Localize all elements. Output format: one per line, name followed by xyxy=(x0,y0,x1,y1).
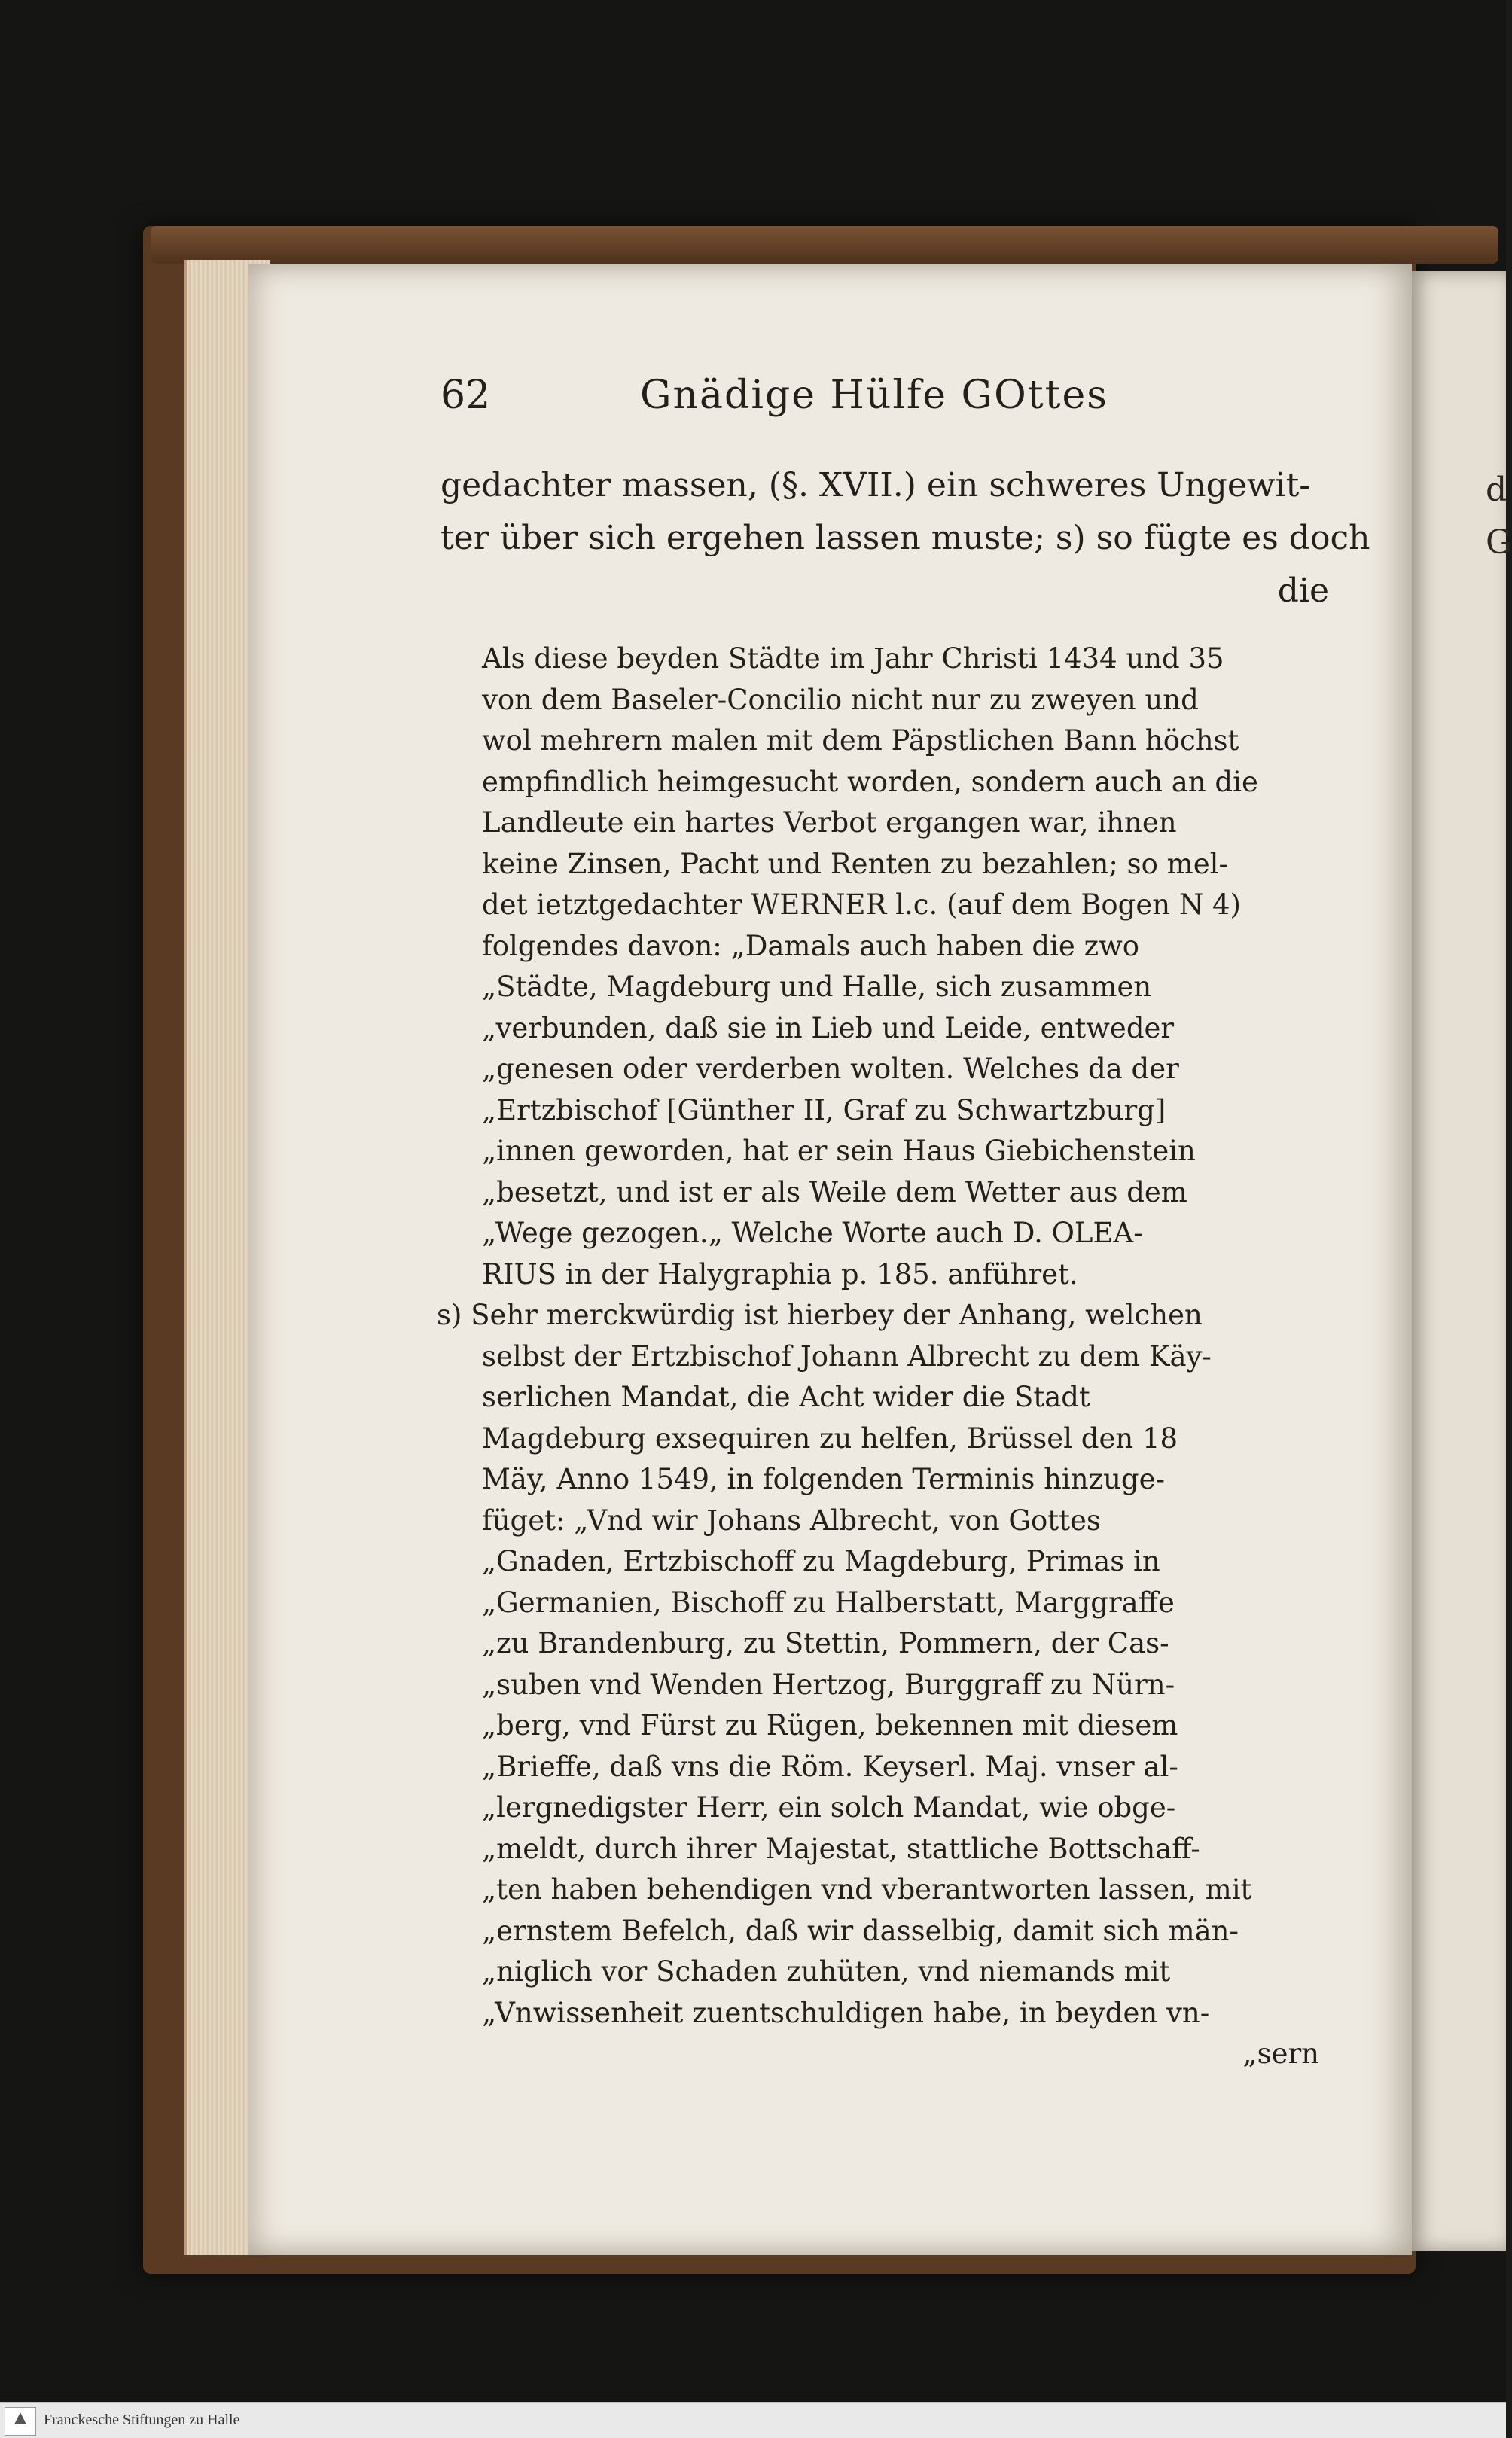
note-line: füget: „Vnd wir Johans Albrecht, von Gottes xyxy=(482,1504,1101,1537)
note-line: „Gnaden, Ertzbischoff zu Magdeburg, Primas in xyxy=(482,1545,1160,1577)
note-line: Mäy, Anno 1549, in folgenden Terminis hinzuge- xyxy=(482,1463,1165,1495)
note-text: Sehr merckwürdig ist hierbey der Anhang, welchen xyxy=(471,1299,1203,1331)
note-line: Magdeburg exsequiren zu helfen, Brüssel den 18 xyxy=(482,1422,1178,1455)
note-line: „Ertzbischof [Günther II, Graf zu Schwartzburg] xyxy=(482,1093,1166,1126)
note-line: „besetzt, und ist er als Weile dem Wetter aus dem xyxy=(482,1175,1187,1208)
note-line: RIUS in der Halygraphia p. 185. anführet. xyxy=(482,1257,1078,1291)
note-line: „berg, vnd Fürst zu Rügen, bekennen mit diesem xyxy=(482,1709,1178,1742)
note-line: folgendes davon: „Damals auch haben die zwo xyxy=(482,929,1140,962)
note-line: „lergnedigster Herr, ein solch Mandat, wie obge- xyxy=(482,1791,1176,1824)
note-line: „meldt, durch ihrer Majestat, stattliche Bottschaff- xyxy=(482,1832,1200,1865)
footnotes xyxy=(437,638,1319,2075)
note-line: „Brieffe, daß vns die Röm. Keyserl. Maj. vnser al- xyxy=(482,1750,1178,1783)
note-line: „Vnwissenheit zuentschuldigen habe, in beyden vn- xyxy=(482,1996,1210,2029)
next-page-edge xyxy=(1412,271,1512,2251)
note-line: serlichen Mandat, die Acht wider die Stadt xyxy=(482,1381,1090,1413)
note-line: „Städte, Magdeburg und Halle, sich zusammen xyxy=(482,971,1152,1003)
running-head xyxy=(440,373,1329,433)
page-number: 62 xyxy=(440,373,491,418)
next-page-fragment: G xyxy=(1486,523,1512,562)
note-line: „innen geworden, hat er sein Haus Giebichenstein xyxy=(482,1135,1196,1167)
text-line: ter über sich ergehen lassen muste; s) so fügte es doch xyxy=(440,519,1370,557)
note-line: Als diese beyden Städte im Jahr Christi 1434 und 35 xyxy=(482,642,1224,675)
running-title: Gnädige Hülfe GOttes xyxy=(640,373,1108,418)
note-line: „suben vnd Wenden Hertzog, Burggraff zu Nürn- xyxy=(482,1668,1175,1701)
footnote-s xyxy=(437,1295,1319,2075)
note-line: „verbunden, daß sie in Lieb und Leide, entweder xyxy=(482,1011,1175,1044)
note-line: Landleute ein hartes Verbot ergangen war, ihnen xyxy=(482,806,1177,839)
note-line: „genesen oder verderben wolten. Welches da der xyxy=(482,1053,1179,1085)
book-spine-edge xyxy=(151,226,1498,264)
note-line: empfindlich heimgesucht worden, sondern auch an die xyxy=(482,765,1258,798)
note-line: wol mehrern malen mit dem Päpstlichen Bann höchst xyxy=(482,724,1239,757)
main-text xyxy=(440,459,1370,617)
note-line xyxy=(437,1295,1319,1336)
note-line: „ten haben behendigen vnd vberantworten lassen, mit xyxy=(482,1873,1252,1906)
note-line: „ernstem Befelch, daß wir dasselbig, damit sich män- xyxy=(482,1914,1239,1947)
note-line: „Germanien, Bischoff zu Halberstatt, Marggraffe xyxy=(482,1586,1175,1619)
catchword: die xyxy=(1277,571,1329,610)
note-line: keine Zinsen, Pacht und Renten zu bezahlen; so mel- xyxy=(482,847,1228,880)
note-line: selbst der Ertzbischof Johann Albrecht zu dem Käy- xyxy=(482,1339,1212,1373)
next-page-fragment: d xyxy=(1486,471,1507,509)
note-line: det ietztgedachter WERNER l.c. (auf dem Bogen N 4) xyxy=(482,888,1241,921)
catchword: „sern xyxy=(1242,2037,1319,2070)
note-line: von dem Baseler-Concilio nicht nur zu zweyen und xyxy=(482,683,1199,716)
footnote-r xyxy=(482,638,1319,1295)
library-logo-icon[interactable] xyxy=(5,2407,36,2436)
footer-credit: Franckesche Stiftungen zu Halle xyxy=(44,2412,240,2428)
note-line: „Wege gezogen.„ Welche Worte auch D. OLEA- xyxy=(482,1217,1143,1249)
viewer-footer xyxy=(0,2402,1506,2438)
note-line: „zu Brandenburg, zu Stettin, Pommern, der Cas- xyxy=(482,1627,1169,1659)
text-line: gedachter massen, (§. XVII.) ein schweres Ungewit- xyxy=(440,466,1311,504)
footnote-marker: s) xyxy=(437,1299,462,1331)
note-line: „niglich vor Schaden zuhüten, vnd niemands mit xyxy=(482,1955,1171,1988)
